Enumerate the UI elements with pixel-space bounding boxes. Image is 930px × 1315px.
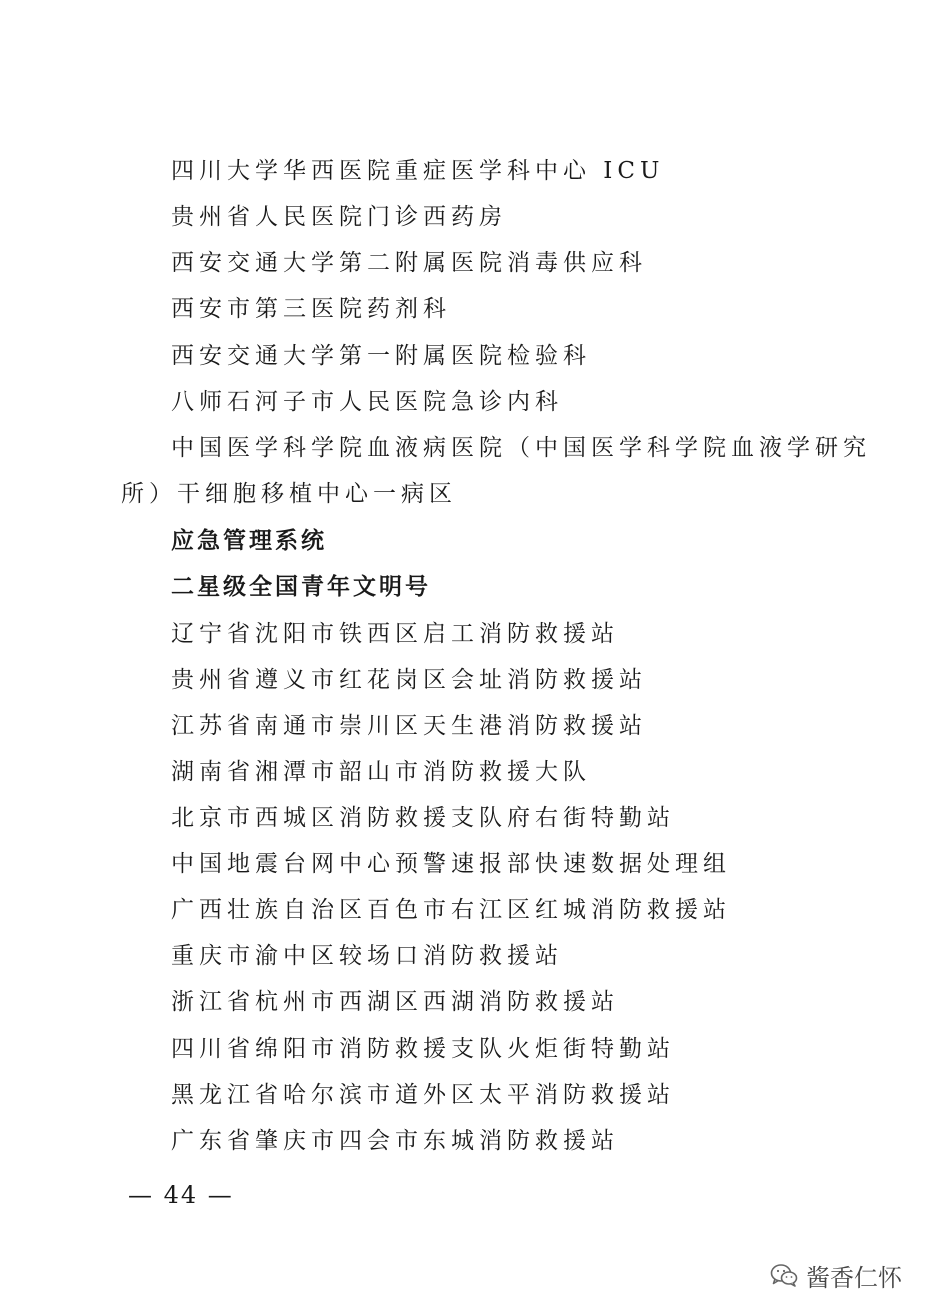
org-line: 湖南省湘潭市韶山市消防救援大队 [171, 759, 591, 785]
level-heading: 二星级全国青年文明号 [171, 574, 431, 600]
org-line: 黑龙江省哈尔滨市道外区太平消防救援站 [171, 1082, 675, 1108]
page-number: — 44 — [128, 1181, 234, 1209]
org-line: 浙江省杭州市西湖区西湖消防救援站 [171, 989, 619, 1015]
org-line: 中国地震台网中心预警速报部快速数据处理组 [171, 851, 731, 877]
org-line: 辽宁省沈阳市铁西区启工消防救援站 [171, 621, 619, 647]
org-line: 广东省肇庆市四会市东城消防救援站 [171, 1128, 619, 1154]
org-line: 西安交通大学第二附属医院消毒供应科 [171, 250, 647, 276]
org-line: 西安市第三医院药剂科 [171, 296, 451, 322]
org-line: 四川大学华西医院重症医学科中心 ICU [171, 158, 665, 184]
org-line: 北京市西城区消防救援支队府右街特勤站 [171, 805, 675, 831]
watermark-text: 酱香仁怀 [806, 1263, 902, 1292]
org-line: 四川省绵阳市消防救援支队火炬街特勤站 [171, 1036, 675, 1062]
org-line: 贵州省遵义市红花岗区会址消防救援站 [171, 667, 647, 693]
org-line: 贵州省人民医院门诊西药房 [171, 204, 507, 230]
org-line: 江苏省南通市崇川区天生港消防救援站 [171, 713, 647, 739]
system-heading: 应急管理系统 [171, 528, 327, 554]
org-line: 八师石河子市人民医院急诊内科 [171, 389, 563, 415]
wechat-icon [770, 1263, 798, 1287]
org-line: 中国医学科学院血液病医院（中国医学科学院血液学研究 [171, 435, 871, 461]
watermark [770, 1259, 902, 1291]
org-line-continuation: 所）干细胞移植中心一病区 [121, 481, 457, 507]
org-line: 西安交通大学第一附属医院检验科 [171, 343, 591, 369]
org-line: 重庆市渝中区较场口消防救援站 [171, 943, 563, 969]
org-line: 广西壮族自治区百色市右江区红城消防救援站 [171, 897, 731, 923]
